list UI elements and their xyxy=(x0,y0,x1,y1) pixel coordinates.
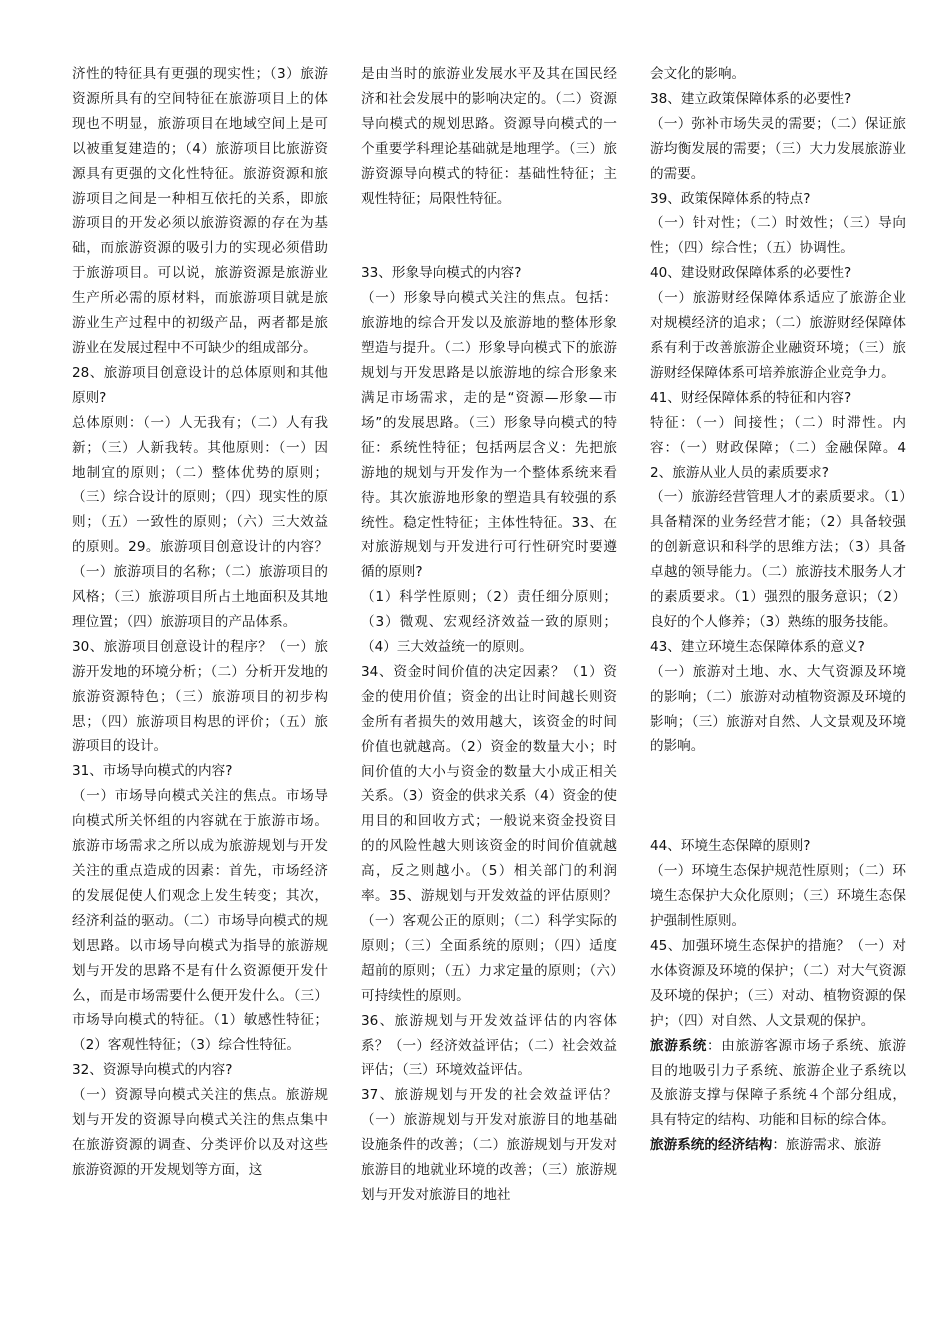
text-column-middle xyxy=(361,62,617,1208)
paragraph: 36、旅游规划与开发效益评估的内容体系？（一）经济效益评估；（二）社会效益评估；（三）环境效益评估。 xyxy=(361,1012,617,1079)
term-name: 旅游系统的经济结构 xyxy=(650,1137,773,1154)
paragraph: （一）市场导向模式关注的焦点。市场导向模式所关怀组的内容就在于旅游市场。旅游市场需求之所以成为旅游规划与开发关注的重点造成的因素：首先，市场经济的发展促使人们观念上发生转变；其次，经济利益的驱动。（二）市场导向模式的规划思路。以市场导向模式为指导的旅游规划与开发的思路不是有什么资源便开发什么，而是市场需要什么便开发什么。（三）市场导向模式的特征。（1）敏感性特征；（2）客观性特征；（3）综合性特征。 xyxy=(72,788,328,1054)
paragraph: （一）旅游财经保障体系适应了旅游企业对规模经济的追求；（二）旅游财经保障体系有利于改善旅游企业融资环境；（三）旅游财经保障体系可培养旅游企业竞争力。 xyxy=(650,290,906,381)
question-heading: 44、环境生态保障的原则? xyxy=(650,838,811,855)
paragraph: 特征：（一）间接性；（二）时滞性。内容：（一）财政保障；（二）金融保障。42、旅游从业人员的素质要求? xyxy=(650,414,906,481)
paragraph: （一）旅游对土地、水、大气资源及环境的影响；（二）旅游对动植物资源及环境的影响；（三）旅游对自然、人文景观及环境的影响。 xyxy=(650,663,906,755)
paragraph: （一）形象导向模式关注的焦点。包括：旅游地的综合开发以及旅游地的整体形象塑造与提升。（二）形象导向模式下的旅游规划与开发思路是以旅游地的综合形象来满足市场需求，走的是“资源—形象—市场”的发展思路。（三）形象导向模式的特征：系统性特征；包括两层含义：先把旅游地的规划与开发作为一个整体系统来看待。其次旅游地形象的塑造具有较强的系统性。稳定性特征；主体性特征。33、在对旅游规划与开发进行可行性研究时要遵循的原则? xyxy=(361,290,617,581)
question-heading: 40、建设财政保障体系的必要性? xyxy=(650,265,852,282)
question-heading: 41、财经保障体系的特征和内容? xyxy=(650,389,852,406)
term-definition: ：旅游需求、旅游 xyxy=(772,1137,882,1154)
paragraph: 是由当时的旅游业发展水平及其在国民经济和社会发展中的影响决定的。（二）资源导向模式的规划思路。资源导向模式的一个重要学科理论基础就是地理学。（三）旅游资源导向模式的特征：基础性特征；主观性特征；局限性特征。 xyxy=(361,66,617,207)
paragraph: （一）环境生态保护规范性原则；（二）环境生态保护大众化原则；（三）环境生态保护强制性原则。 xyxy=(650,863,906,930)
paragraph: 45、加强环境生态保护的措施？（一）对水体资源及环境的保护；（二）对大气资源及环境的保护；（三）对动、植物资源的保护；（四）对自然、人文景观的保护。 xyxy=(650,938,906,1029)
paragraph: 30、旅游项目创意设计的程序？（一）旅游开发地的环境分析；（二）分析开发地的旅游资源特色；（三）旅游项目的初步构思；（四）旅游项目构思的评价；（五）旅游项目的设计。 xyxy=(72,638,328,755)
paragraph: 总体原则：（一）人无我有；（二）人有我新；（三）人新我转。其他原则：（一）因地制宜的原则；（二）整体优势的原则；（三）综合设计的原则；（四）现实性的原则；（五）一致性的原则；（六）三大效益的原则。29。旅游项目创意设计的内容？（一）旅游项目的名称；（二）旅游项目的风格；（三）旅游项目所占土地面积及其地理位置；（四）旅游项目的产品体系。 xyxy=(72,414,328,630)
question-heading: 28、旅游项目创意设计的总体原则和其他原则? xyxy=(72,364,328,406)
question-heading: 43、建立环境生态保障体系的意义? xyxy=(650,638,865,655)
text-column-right xyxy=(650,62,906,1158)
definition-paragraph xyxy=(650,1034,906,1134)
question-heading: 38、建立政策保障体系的必要性? xyxy=(650,90,852,107)
paragraph: （1）科学性原则；（2）责任细分原则；（3）微观、宏观经济效益一致的原则；（4）三大效益统一的原则。 xyxy=(361,589,617,656)
paragraph: 会文化的影响。 xyxy=(650,66,746,82)
question-heading: 33、形象导向模式的内容? xyxy=(361,265,522,282)
paragraph: （一）弥补市场失灵的需要；（二）保证旅游均衡发展的需要；（三）大力发展旅游业的需要。 xyxy=(650,115,906,182)
term-definition: ：由旅游客源市场子系统、旅游目的地吸引力子系统、旅游企业子系统以及旅游支撑与保障子系统４个部分组成，具有特定的结构、功能和目标的综合体。 xyxy=(650,1037,907,1129)
paragraph: （一）资源导向模式关注的焦点。旅游规划与开发的资源导向模式关注的焦点集中在旅游资源的调查、分类评价以及对这些旅游资源的开发规划等方面，这 xyxy=(72,1087,328,1178)
question-heading: 32、资源导向模式的内容? xyxy=(72,1062,233,1079)
question-heading: 39、政策保障体系的特点? xyxy=(650,190,811,207)
text-column-left xyxy=(72,62,328,1183)
paragraph: 34、资金时间价值的决定因素？（1）资金的使用价值；资金的出让时间越长则资金所有者损失的效用越大，该资金的时间价值也就越高。（2）资金的数量大小；时间价值的大小与资金的数量大小成正相关关系。（3）资金的供求关系（4）资金的使用目的和回收方式；一般说来资金投资目的的风险性越大则该资金的时间价值就越高，反之则越小。（5）相关部门的利润率。35、游规划与开发效益的评估原则？（一）客观公正的原则；（二）科学实际的原则；（三）全面系统的原则；（四）适度超前的原则；（五）力求定量的原则；（六）可持续性的原则。 xyxy=(361,663,617,1004)
blank-space xyxy=(361,211,617,261)
term-name: 旅游系统 xyxy=(650,1037,708,1054)
blank-space xyxy=(650,759,906,834)
paragraph: （一）旅游经营管理人才的素质要求。（1）具备精深的业务经营才能；（2）具备较强的创新意识和科学的思维方法；（3）具备卓越的领导能力。（二）旅游技术服务人才的素质要求。（1）强烈的服务意识；（2）良好的个人修养；（3）熟练的服务技能。 xyxy=(650,489,906,630)
question-heading: 31、市场导向模式的内容? xyxy=(72,763,233,780)
paragraph: （一）针对性；（二）时效性；（三）导向性；（四）综合性；（五）协调性。 xyxy=(650,215,906,257)
paragraph: 济性的特征具有更强的现实性；（3）旅游资源所具有的空间特征在旅游项目上的体现也不明显，旅游项目在地域空间上是可以被重复建造的；（4）旅游项目比旅游资源具有更强的文化性特征。旅游资源和旅游项目之间是一种相互依托的关系，即旅游项目的开发必须以旅游资源的存在为基础，而旅游资源的吸引力的实现必须借助于旅游项目。可以说，旅游资源是旅游业生产所必需的原材料，而旅游项目就是旅游业生产过程中的初级产品，两者都是旅游业在发展过程中不可缺少的组成部分。 xyxy=(72,66,328,356)
paragraph: 37、旅游规划与开发的社会效益评估？（一）旅游规划与开发对旅游目的地基础设施条件的改善；（二）旅游规划与开发对旅游目的地就业环境的改善；（三）旅游规划与开发对旅游目的地社 xyxy=(361,1087,617,1203)
definition-paragraph xyxy=(650,1133,906,1158)
